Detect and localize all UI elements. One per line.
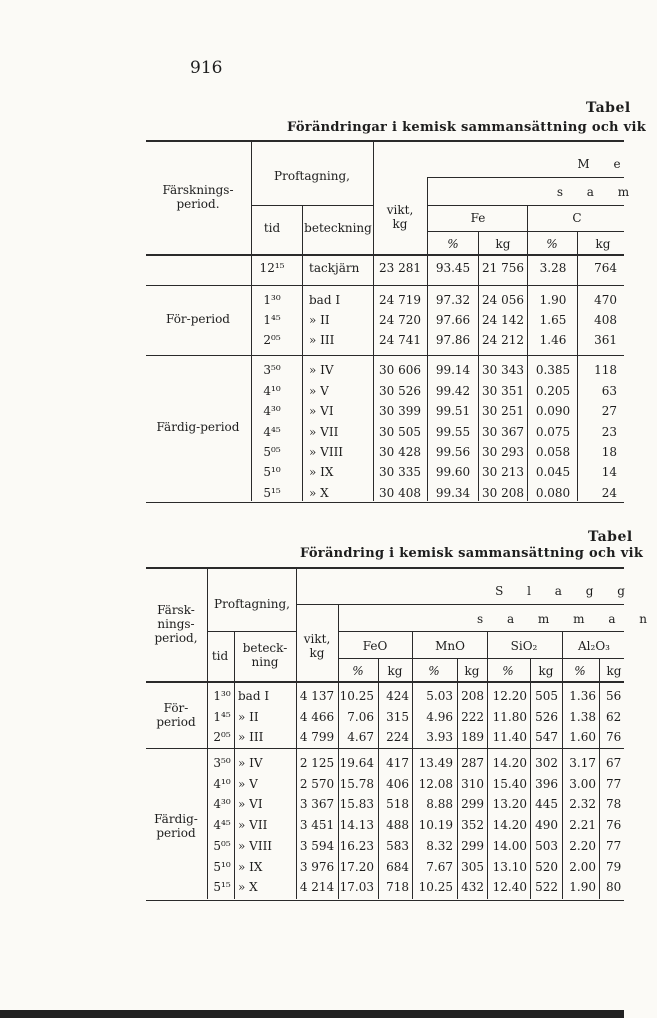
table1-period-fardig: Färdig-period [156, 420, 240, 434]
table2-cell-tid: 5¹⁵ [213, 880, 231, 894]
table2-cell-tid: 4¹⁰ [213, 777, 231, 791]
table1-header-fe-pct: % [447, 237, 459, 251]
table1-cell-vikt: 30 505 [379, 425, 421, 439]
table2-body-vline [457, 683, 458, 899]
table1-cell-fe-pct: 97.66 [435, 313, 471, 327]
table2-cell-mno-pct: 12.08 [418, 777, 453, 791]
table2-vline [599, 658, 600, 681]
table2-cell-sio2-pct: 13.10 [492, 860, 527, 874]
table1-header-c-kg: kg [595, 237, 611, 251]
table2-cell-mno-kg: 222 [461, 710, 484, 724]
table1-body-vline [427, 256, 428, 501]
table1-cell-tid: 2⁰⁵ [263, 333, 281, 347]
table2-cell-al-kg: 77 [606, 839, 622, 853]
table2-cell-feo-kg: 488 [386, 818, 409, 832]
table2-cell-vikt: 4 214 [299, 880, 335, 894]
table2-hline [297, 604, 624, 605]
table2-cell-feo-kg: 406 [386, 777, 409, 791]
table2-top-rule [146, 567, 624, 569]
table2-group-rule [146, 748, 624, 749]
table1-cell-c-pct: 0.205 [535, 384, 571, 398]
table1-cell-bet: » VIII [309, 445, 344, 459]
table2-cell-mno-kg: 299 [461, 797, 484, 811]
table1-body-vline [527, 256, 528, 501]
table2-cell-bet: » IX [238, 860, 263, 874]
table1-cell-fe-kg: 21 756 [482, 261, 524, 275]
table2-header-proftagning: Proftagning, [214, 597, 290, 611]
table2-cell-mno-kg: 208 [461, 689, 484, 703]
table1-vline [373, 142, 374, 254]
table1-body-vline [251, 256, 252, 501]
table1-cell-tid: 1³⁰ [263, 293, 281, 307]
table1-cell-vikt: 23 281 [379, 261, 421, 275]
table2-header-sio2: SiO₂ [510, 639, 538, 653]
table2-cell-tid: 1³⁰ [213, 689, 231, 703]
table2-header-rule [146, 681, 624, 683]
table2-cell-al-kg: 62 [606, 710, 622, 724]
table2-cell-sio2-kg: 302 [535, 756, 558, 770]
table2-body-vline [562, 683, 563, 899]
table2-header-mno: MnO [435, 639, 465, 653]
table2-cell-feo-kg: 718 [386, 880, 409, 894]
table2-cell-feo-pct: 14.13 [339, 818, 374, 832]
table1-hline [428, 231, 624, 232]
table2-cell-vikt: 3 594 [299, 839, 335, 853]
table1-cell-fe-kg: 30 251 [482, 404, 524, 418]
table2-cell-sio2-kg: 526 [535, 710, 558, 724]
table2-header-group: S l a g g [495, 584, 635, 598]
table2-body-vline [378, 683, 379, 899]
table2-cell-mno-pct: 13.49 [418, 756, 453, 770]
table1-hline [428, 205, 624, 206]
table2-cell-mno-kg: 189 [461, 730, 484, 744]
table1-header-proftagning: Proftagning, [274, 169, 350, 183]
table1-cell-fe-pct: 97.32 [435, 293, 471, 307]
table1-header-rule [146, 254, 624, 256]
table1-vline [527, 205, 528, 254]
table2-cell-feo-kg: 424 [386, 689, 409, 703]
table2-cell-feo-kg: 518 [386, 797, 409, 811]
table2-header-sio2-pct: % [502, 664, 514, 678]
table1-cell-fe-kg: 30 213 [482, 465, 524, 479]
table2-cell-sio2-kg: 522 [535, 880, 558, 894]
table2-cell-feo-pct: 15.78 [339, 777, 374, 791]
table1-header-c-pct: % [546, 237, 558, 251]
table2-header-feo-kg: kg [387, 664, 403, 678]
table2-cell-sio2-kg: 505 [535, 689, 558, 703]
table2-body-vline [234, 683, 235, 899]
table2-header-mno-pct: % [428, 664, 440, 678]
table2-cell-sio2-kg: 547 [535, 730, 558, 744]
table1-cell-vikt: 24 720 [379, 313, 421, 327]
table1-cell-tid: 1⁴⁵ [263, 313, 281, 327]
table1-cell-c-pct: 1.65 [539, 313, 567, 327]
table2-header-vikt: vikt, kg [303, 632, 331, 660]
table1-cell-fe-pct: 97.86 [435, 333, 471, 347]
table1-vline [427, 177, 428, 254]
table2-header-period: Färsk- nings- period, [154, 603, 198, 645]
table2-cell-tid: 2⁰⁵ [213, 730, 231, 744]
table1-vline [251, 142, 252, 254]
table2-cell-bet: » VIII [238, 839, 273, 853]
table2-cell-feo-pct: 10.25 [339, 689, 374, 703]
table1-hline [428, 177, 624, 178]
table1-cell-vikt: 30 335 [379, 465, 421, 479]
table2-cell-al-kg: 78 [606, 797, 622, 811]
table1-cell-fe-kg: 30 367 [482, 425, 524, 439]
table1-header-fe: Fe [470, 211, 486, 225]
table2-hline [208, 631, 296, 632]
table2-cell-tid: 4⁴⁵ [213, 818, 231, 832]
table1-cell-c-kg: 118 [594, 363, 617, 377]
table1-cell-tid: 5¹⁰ [263, 465, 281, 479]
table1-cell-bet: bad I [309, 293, 341, 307]
table2-cell-bet: » II [238, 710, 259, 724]
table2-period-fardig: Färdig- period [154, 812, 198, 840]
table2-cell-al-pct: 1.60 [569, 730, 596, 744]
table2-vline [457, 658, 458, 681]
table1-cell-c-kg: 24 [601, 486, 617, 500]
table2-hline [339, 658, 624, 659]
table2-vline [562, 631, 563, 681]
table1-cell-fe-kg: 24 142 [482, 313, 524, 327]
table2-cell-sio2-pct: 14.20 [492, 756, 527, 770]
table2-cell-al-pct: 2.32 [569, 797, 596, 811]
table1-header-subgroup: s a m [556, 185, 640, 199]
table1-cell-c-pct: 0.058 [535, 445, 571, 459]
table1-cell-bet: » V [309, 384, 329, 398]
table2-cell-tid: 3⁵⁰ [213, 756, 231, 770]
table2-header-feo-pct: % [352, 664, 364, 678]
table2-cell-al-kg: 67 [606, 756, 622, 770]
table1-cell-c-pct: 1.90 [539, 293, 567, 307]
table1-vline [478, 231, 479, 254]
page-bottom-edge [0, 1010, 624, 1018]
table1-header-c: C [572, 211, 582, 225]
table1-vline [302, 205, 303, 254]
table2-cell-sio2-pct: 11.40 [492, 730, 527, 744]
page-number: 916 [190, 58, 223, 78]
table1-cell-c-pct: 0.385 [535, 363, 571, 377]
table2-cell-al-pct: 1.36 [569, 689, 596, 703]
table1-cell-vikt: 24 741 [379, 333, 421, 347]
table2-cell-mno-kg: 432 [461, 880, 484, 894]
table2-cell-vikt: 3 976 [299, 860, 335, 874]
table1-cell-tid: 4³⁰ [263, 404, 281, 418]
table2-cell-al-kg: 76 [606, 818, 622, 832]
table1-cell-vikt: 30 408 [379, 486, 421, 500]
table1-cell-tid: 4⁴⁵ [263, 425, 281, 439]
table2-header-tid: tid [211, 649, 229, 663]
table2-cell-feo-pct: 15.83 [339, 797, 374, 811]
table1-cell-c-kg: 408 [594, 313, 617, 327]
table2-cell-feo-kg: 224 [386, 730, 409, 744]
table1-cell-vikt: 30 428 [379, 445, 421, 459]
table2-body-vline [207, 683, 208, 899]
table1-cell-c-kg: 18 [601, 445, 617, 459]
table1-group-rule [146, 285, 624, 286]
table2-body-vline [487, 683, 488, 899]
table2-cell-mno-pct: 7.67 [426, 860, 453, 874]
table2-cell-sio2-kg: 445 [535, 797, 558, 811]
table1-cell-fe-kg: 30 208 [482, 486, 524, 500]
table2-vline [530, 658, 531, 681]
table2-cell-vikt: 4 137 [299, 689, 335, 703]
table1-body-vline [577, 256, 578, 501]
table2-cell-mno-kg: 310 [461, 777, 484, 791]
table2-cell-feo-pct: 17.03 [339, 880, 374, 894]
table2-cell-feo-kg: 315 [386, 710, 409, 724]
table2-vline [234, 631, 235, 681]
table2-header-al2o3: Al₂O₃ [578, 639, 610, 653]
table2-cell-mno-pct: 8.32 [426, 839, 453, 853]
table1-cell-fe-pct: 99.51 [435, 404, 471, 418]
table1-cell-c-kg: 14 [601, 465, 617, 479]
table1-header-group: M e [577, 157, 631, 171]
table2-cell-vikt: 3 451 [299, 818, 335, 832]
table2-cell-feo-pct: 7.06 [347, 710, 374, 724]
table1-group-rule [146, 355, 624, 356]
table2-vline [412, 631, 413, 681]
table1-cell-c-kg: 764 [594, 261, 617, 275]
table2-cell-al-kg: 79 [606, 860, 622, 874]
table1-header-beteckning: beteckning [304, 221, 372, 235]
table2-cell-mno-pct: 3.93 [426, 730, 453, 744]
table2-cell-al-pct: 3.17 [569, 756, 596, 770]
table1-cell-c-pct: 0.075 [535, 425, 571, 439]
table2-cell-mno-pct: 8.88 [426, 797, 453, 811]
table1-cell-bet: » IV [309, 363, 334, 377]
table1-cell-fe-pct: 99.60 [435, 465, 471, 479]
table1-cell-tid: 5¹⁵ [263, 486, 281, 500]
table2-cell-feo-kg: 684 [386, 860, 409, 874]
table2-cell-bet: » VII [238, 818, 268, 832]
table1-label: Tabel [586, 100, 631, 116]
table1-cell-bet: » X [309, 486, 329, 500]
table1-cell-fe-kg: 30 293 [482, 445, 524, 459]
table2-header-beteckning: beteck- ning [242, 641, 288, 669]
table2-header-sio2-kg: kg [538, 664, 554, 678]
table2-cell-sio2-pct: 12.40 [492, 880, 527, 894]
table2-cell-mno-kg: 299 [461, 839, 484, 853]
table2-header-al-pct: % [574, 664, 586, 678]
table2-header-subgroup: s a m m a n [476, 612, 657, 626]
table2-vline [207, 569, 208, 681]
table2-vline [296, 569, 297, 681]
table2-cell-al-kg: 77 [606, 777, 622, 791]
table1-cell-c-kg: 361 [594, 333, 617, 347]
table2-cell-sio2-pct: 13.20 [492, 797, 527, 811]
table2-cell-mno-kg: 305 [461, 860, 484, 874]
table2-cell-feo-kg: 583 [386, 839, 409, 853]
table2-cell-al-pct: 2.00 [569, 860, 596, 874]
table2-cell-mno-pct: 4.96 [426, 710, 453, 724]
table2-period-for: För- period [156, 701, 196, 729]
table2-vline [378, 658, 379, 681]
table1-cell-fe-pct: 99.56 [435, 445, 471, 459]
table2-cell-sio2-kg: 503 [535, 839, 558, 853]
table2-cell-sio2-pct: 14.00 [492, 839, 527, 853]
table1-body-vline [302, 256, 303, 501]
table2-cell-feo-pct: 17.20 [339, 860, 374, 874]
table1-cell-c-pct: 0.045 [535, 465, 571, 479]
table2-cell-tid: 5¹⁰ [213, 860, 231, 874]
table2-cell-tid: 5⁰⁵ [213, 839, 231, 853]
table2-cell-sio2-pct: 15.40 [492, 777, 527, 791]
table1-cell-tid: 12¹⁵ [259, 261, 285, 275]
table2-cell-mno-pct: 10.25 [418, 880, 453, 894]
table2-cell-al-kg: 76 [606, 730, 622, 744]
table1-caption: Förändringar i kemisk sammansättning och vik [287, 120, 647, 135]
table2-vline [487, 631, 488, 681]
table1-cell-tid: 5⁰⁵ [263, 445, 281, 459]
table2-cell-al-pct: 1.38 [569, 710, 596, 724]
table2-cell-feo-pct: 4.67 [347, 730, 374, 744]
table1-cell-bet: » II [309, 313, 330, 327]
table2-cell-al-pct: 3.00 [569, 777, 596, 791]
table1-header-vikt: vikt, kg [386, 203, 414, 231]
table2-cell-vikt: 2 125 [299, 756, 335, 770]
table2-cell-al-kg: 80 [606, 880, 622, 894]
table1-period-for: För-period [166, 312, 230, 326]
table1-bottom-rule [146, 502, 624, 503]
table1-cell-tid: 4¹⁰ [263, 384, 281, 398]
table2-bottom-rule [146, 900, 624, 901]
table2-cell-vikt: 2 570 [299, 777, 335, 791]
table1-hline [252, 205, 373, 206]
table1-cell-fe-kg: 24 212 [482, 333, 524, 347]
table1-cell-tid: 3⁵⁰ [263, 363, 281, 377]
table1-cell-c-kg: 63 [601, 384, 617, 398]
table2-body-vline [412, 683, 413, 899]
table1-cell-vikt: 24 719 [379, 293, 421, 307]
table2-header-feo: FeO [362, 639, 388, 653]
table1-cell-vikt: 30 526 [379, 384, 421, 398]
table1-cell-bet: tackjärn [309, 261, 360, 275]
table2-cell-mno-pct: 10.19 [418, 818, 453, 832]
table1-cell-c-pct: 3.28 [539, 261, 567, 275]
table1-cell-c-kg: 23 [601, 425, 617, 439]
table2-cell-mno-kg: 352 [461, 818, 484, 832]
table2-cell-tid: 4³⁰ [213, 797, 231, 811]
table1-cell-bet: » III [309, 333, 335, 347]
table1-cell-fe-pct: 99.55 [435, 425, 471, 439]
table1-header-period: Färsknings- period. [162, 183, 234, 211]
table2-cell-sio2-pct: 12.20 [492, 689, 527, 703]
table1-cell-vikt: 30 606 [379, 363, 421, 377]
table1-body-vline [478, 256, 479, 501]
table2-cell-mno-kg: 287 [461, 756, 484, 770]
table1-cell-fe-pct: 93.45 [435, 261, 471, 275]
table2-body-vline [530, 683, 531, 899]
table2-header-mno-kg: kg [464, 664, 480, 678]
table1-cell-fe-kg: 30 343 [482, 363, 524, 377]
table2-cell-sio2-pct: 14.20 [492, 818, 527, 832]
table2-cell-bet: » V [238, 777, 258, 791]
table1-cell-c-pct: 0.090 [535, 404, 571, 418]
table2-caption: Förändring i kemisk sammansättning och vik [300, 546, 644, 561]
table2-cell-bet: bad I [238, 689, 270, 703]
table1-cell-c-pct: 0.080 [535, 486, 571, 500]
table2-cell-feo-pct: 19.64 [339, 756, 374, 770]
table2-cell-sio2-kg: 490 [535, 818, 558, 832]
table2-cell-feo-kg: 417 [386, 756, 409, 770]
table2-vline [338, 604, 339, 681]
table2-cell-sio2-kg: 396 [535, 777, 558, 791]
table2-cell-mno-pct: 5.03 [426, 689, 453, 703]
table1-cell-bet: » VII [309, 425, 339, 439]
table2-cell-vikt: 3 367 [299, 797, 335, 811]
table1-cell-bet: » VI [309, 404, 334, 418]
table1-header-fe-kg: kg [495, 237, 511, 251]
table1-cell-vikt: 30 399 [379, 404, 421, 418]
table1-top-rule [146, 140, 624, 142]
table2-cell-feo-pct: 16.23 [339, 839, 374, 853]
table2-cell-al-pct: 2.21 [569, 818, 596, 832]
table1-cell-fe-pct: 99.14 [435, 363, 471, 377]
table2-cell-al-pct: 1.90 [569, 880, 596, 894]
table2-cell-vikt: 4 466 [299, 710, 335, 724]
table2-hline [339, 631, 624, 632]
table2-cell-vikt: 4 799 [299, 730, 335, 744]
table1-vline [577, 231, 578, 254]
table2-cell-al-pct: 2.20 [569, 839, 596, 853]
table2-cell-bet: » VI [238, 797, 263, 811]
table2-body-vline [599, 683, 600, 899]
table2-cell-sio2-pct: 11.80 [492, 710, 527, 724]
table2-header-al-kg: kg [606, 664, 622, 678]
table2-cell-sio2-kg: 520 [535, 860, 558, 874]
table2-cell-bet: » III [238, 730, 264, 744]
table1-cell-bet: » IX [309, 465, 334, 479]
table1-cell-fe-pct: 99.42 [435, 384, 471, 398]
table2-body-vline [296, 683, 297, 899]
table1-body-vline [373, 256, 374, 501]
table2-cell-al-kg: 56 [606, 689, 622, 703]
table1-cell-c-pct: 1.46 [539, 333, 567, 347]
table2-cell-bet: » X [238, 880, 258, 894]
table1-header-tid: tid [263, 221, 281, 235]
table1-cell-c-kg: 27 [601, 404, 617, 418]
table2-cell-bet: » IV [238, 756, 263, 770]
table1-cell-fe-pct: 99.34 [435, 486, 471, 500]
table1-cell-fe-kg: 24 056 [482, 293, 524, 307]
table2-label: Tabel [588, 529, 633, 545]
table1-cell-fe-kg: 30 351 [482, 384, 524, 398]
table2-cell-tid: 1⁴⁵ [213, 710, 231, 724]
table1-cell-c-kg: 470 [594, 293, 617, 307]
